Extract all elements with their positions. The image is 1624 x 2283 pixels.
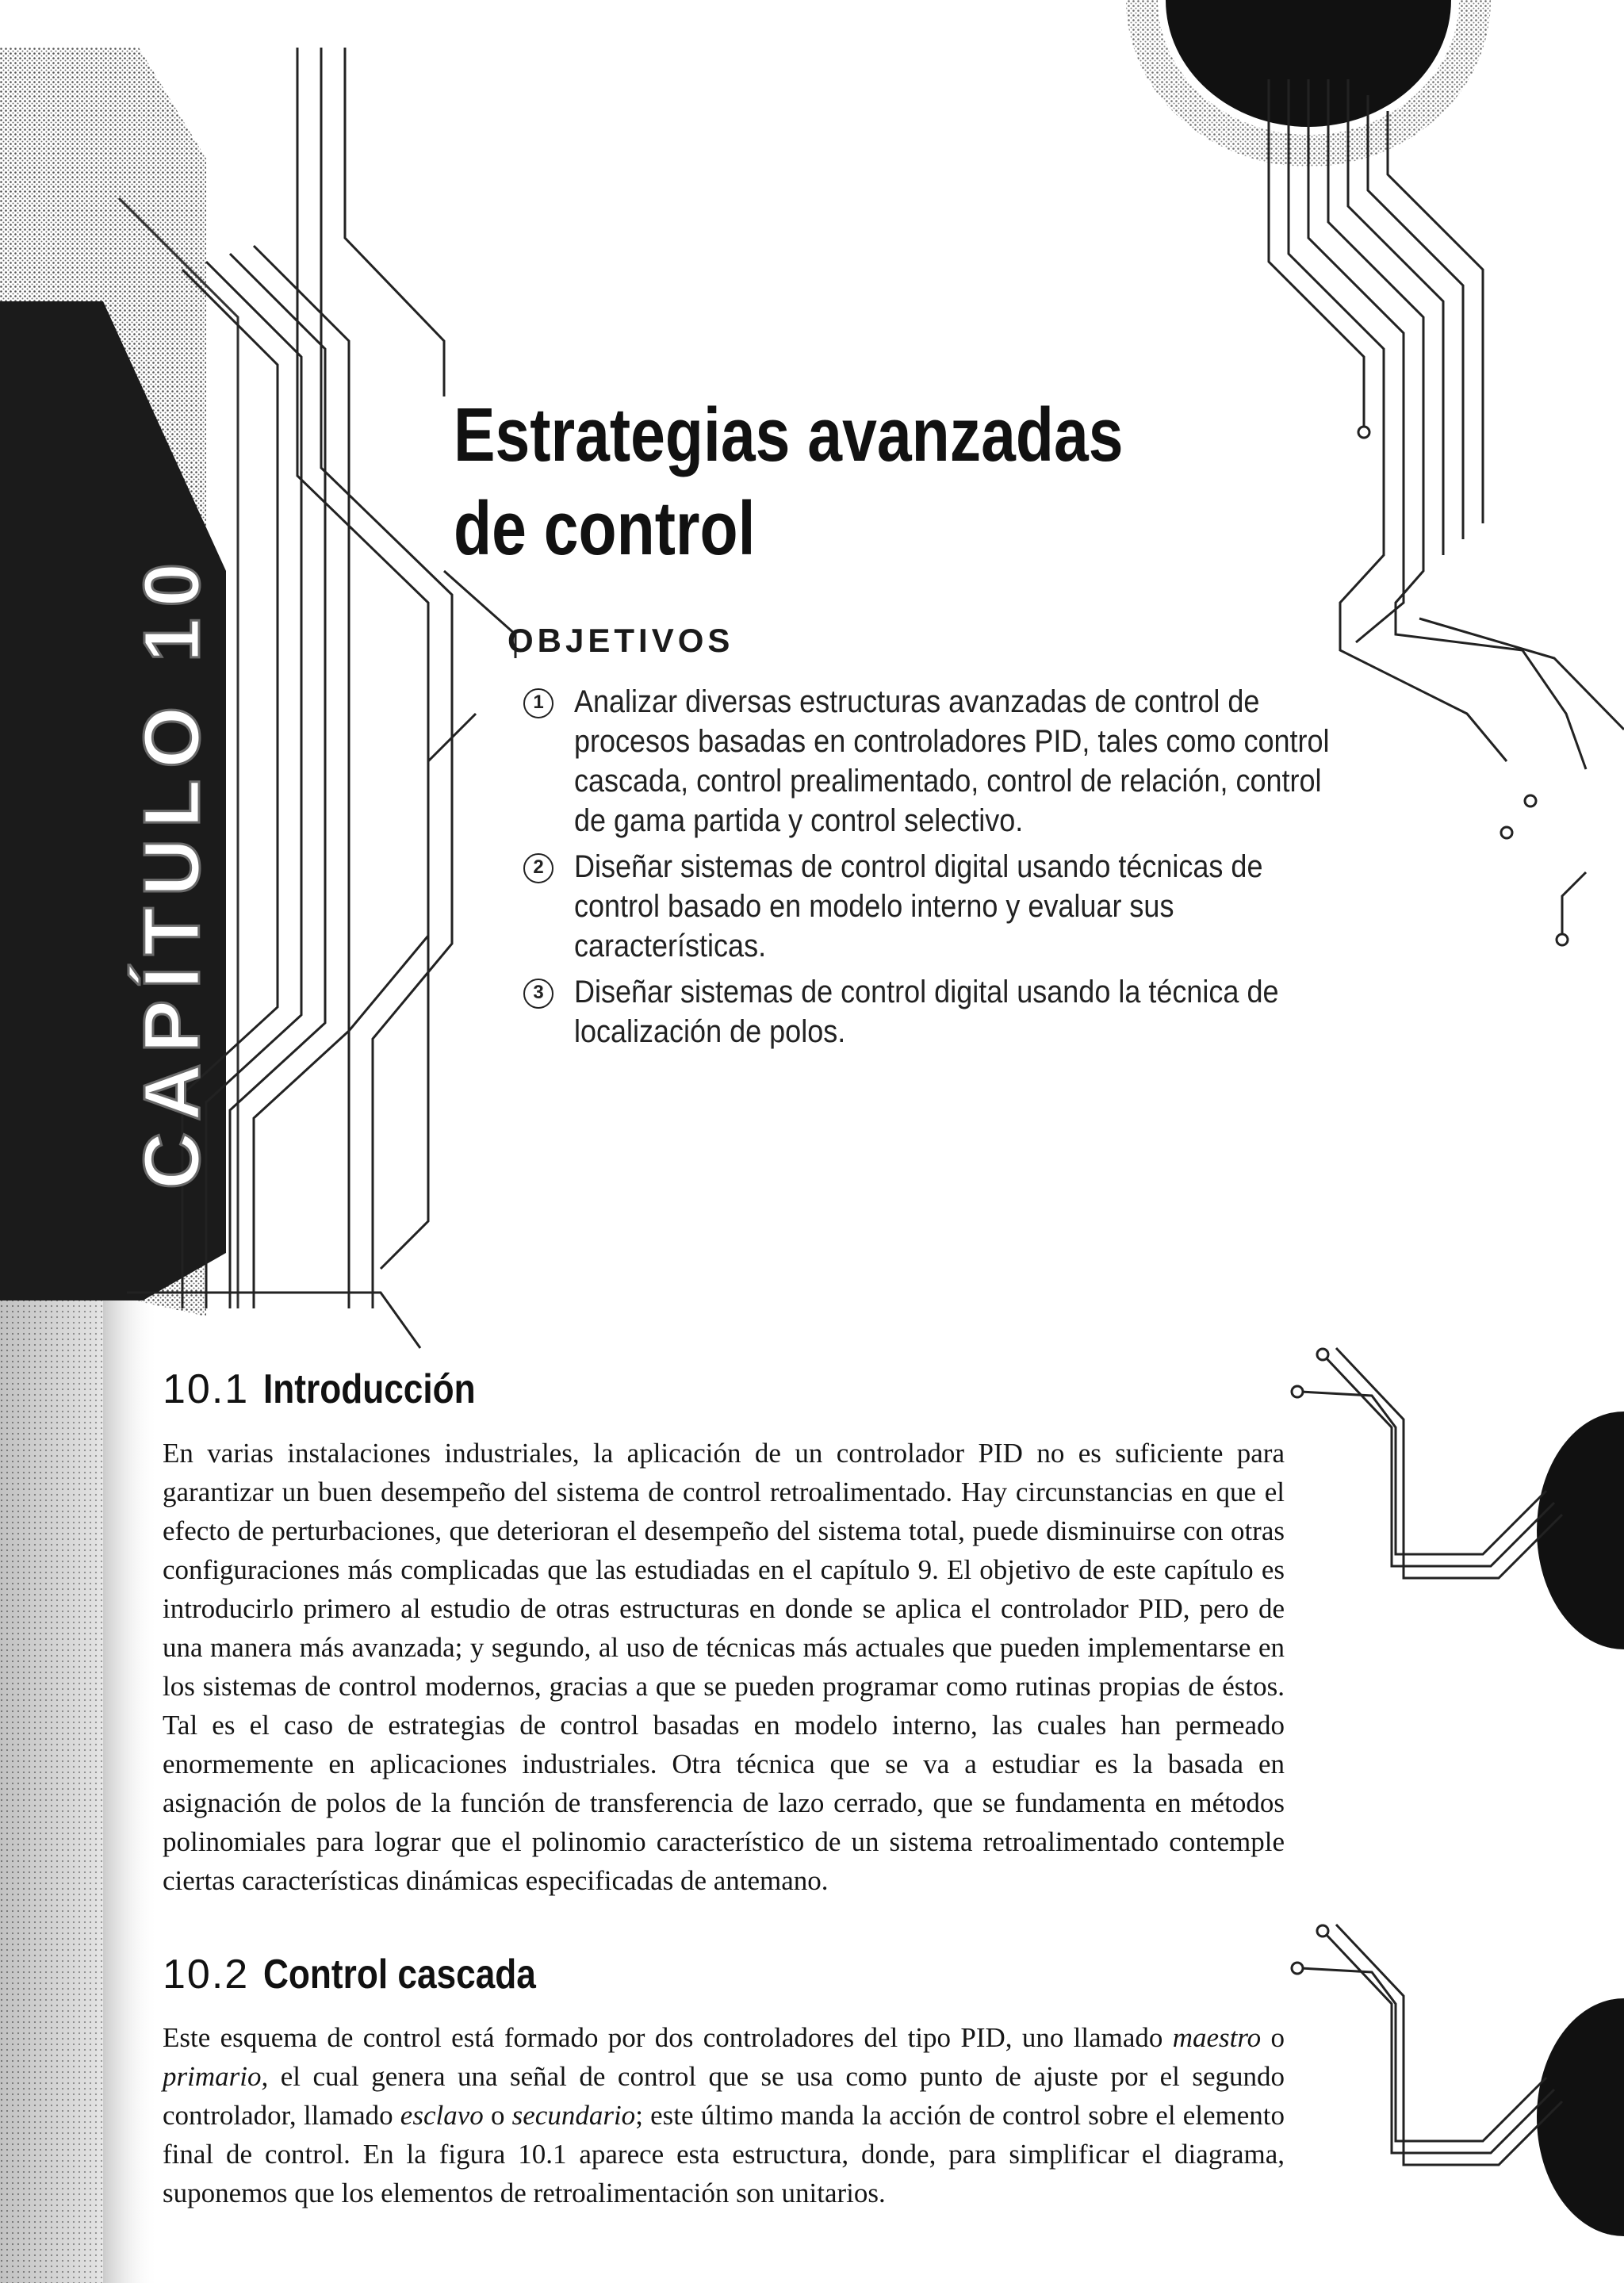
objectives-heading: OBJETIVOS [508, 622, 734, 659]
section-paragraph-introduccion: En varias instalaciones industriales, la aplicación de un controlador PID no es suficiente para garantizar un buen desempeño del sistema de control retroalimentado. Hay circunstancias en que el efecto de perturbaciones, que deterioran el desempeño del sistema total, puede disminuirse con otras configuraciones más complicadas que las estudiadas en el capítulo 9. El objetivo de este capítulo es introducirlo primero al estudio de otras estructuras en donde se aplica el controlador PID, pero de una manera más avanzada; y segundo, al uso de técnicas más actuales que pueden implementarse en los sistemas de control modernos, gracias a que se pueden programar como rutinas propias de éstos. Tal es el caso de estrategias de control basadas en modelo interno, las cuales han permeado enormemente en aplicaciones industriales. Otra técnica que se va a estudiar es la basada en asignación de polos de la función de transferencia de lazo cerrado, que se fundamenta en métodos polinomiales para lograr que el polinomio característico de un sistema retroalimentado contemple ciertas características dinámicas especificadas de antemano. [163, 1438, 1285, 1896]
paragraph-text: ; este último manda la acción de control sobre el elemento final de control. En la figura 10.1 aparece esta estructura, donde, para simplificar el diagrama, suponemos que los elementos de retroalimentación son unitarios. [163, 2100, 1285, 2208]
section-number: 10.2 [163, 1952, 250, 1998]
section-number: 10.1 [163, 1366, 250, 1412]
objective-item-2 [525, 847, 1286, 966]
term-maestro: maestro [1172, 2022, 1262, 2053]
section-title: Introducción [263, 1366, 476, 1412]
chapter-title-line-1: Estrategias avanzadas [454, 393, 1124, 477]
paragraph-text: el cual genera una señal de control que se usa como punto de ajuste por el segundo controlador, llamado [163, 2061, 1285, 2131]
chapter-title [454, 389, 1169, 576]
objective-text-3: Diseñar sistemas de control digital usando la técnica de localización de polos. [574, 975, 1279, 1049]
section-paragraph-control-cascada [163, 2018, 1285, 2212]
paragraph-text: o [1261, 2022, 1285, 2053]
objective-item-3 [525, 972, 1286, 1051]
section-title: Control cascada [263, 1952, 537, 1998]
term-esclavo: esclavo [400, 2100, 484, 2131]
objective-item-1 [525, 682, 1330, 841]
objective-number-2: 2 [523, 853, 553, 883]
paragraph-text: o [483, 2100, 512, 2131]
term-secundario: secundario [511, 2100, 636, 2131]
paragraph-text: Este esquema de control está formado por dos controladores del tipo PID, uno llamado [163, 2022, 1173, 2053]
objective-number-3: 3 [523, 979, 553, 1009]
chapter-title-line-2: de control [454, 486, 756, 571]
right-semicircle-1 [1537, 1412, 1624, 1649]
chapter-label: CAPÍTULO 10 [128, 551, 216, 1189]
section-heading-control-cascada [163, 1951, 584, 1998]
right-semicircle-2 [1537, 1998, 1624, 2236]
objective-number-1: 1 [523, 688, 553, 718]
section-heading-introduccion [163, 1366, 513, 1413]
objective-text-2: Diseñar sistemas de control digital usando técnicas de control basado en modelo interno y evaluar sus características. [574, 849, 1263, 963]
term-primario: primario, [163, 2061, 269, 2092]
objective-text-1: Analizar diversas estructuras avanzadas de control de procesos basadas en controladores PID, tales como control cascada, control prealimentado, control de relación, control de gama partida y control selectivo. [574, 684, 1330, 838]
